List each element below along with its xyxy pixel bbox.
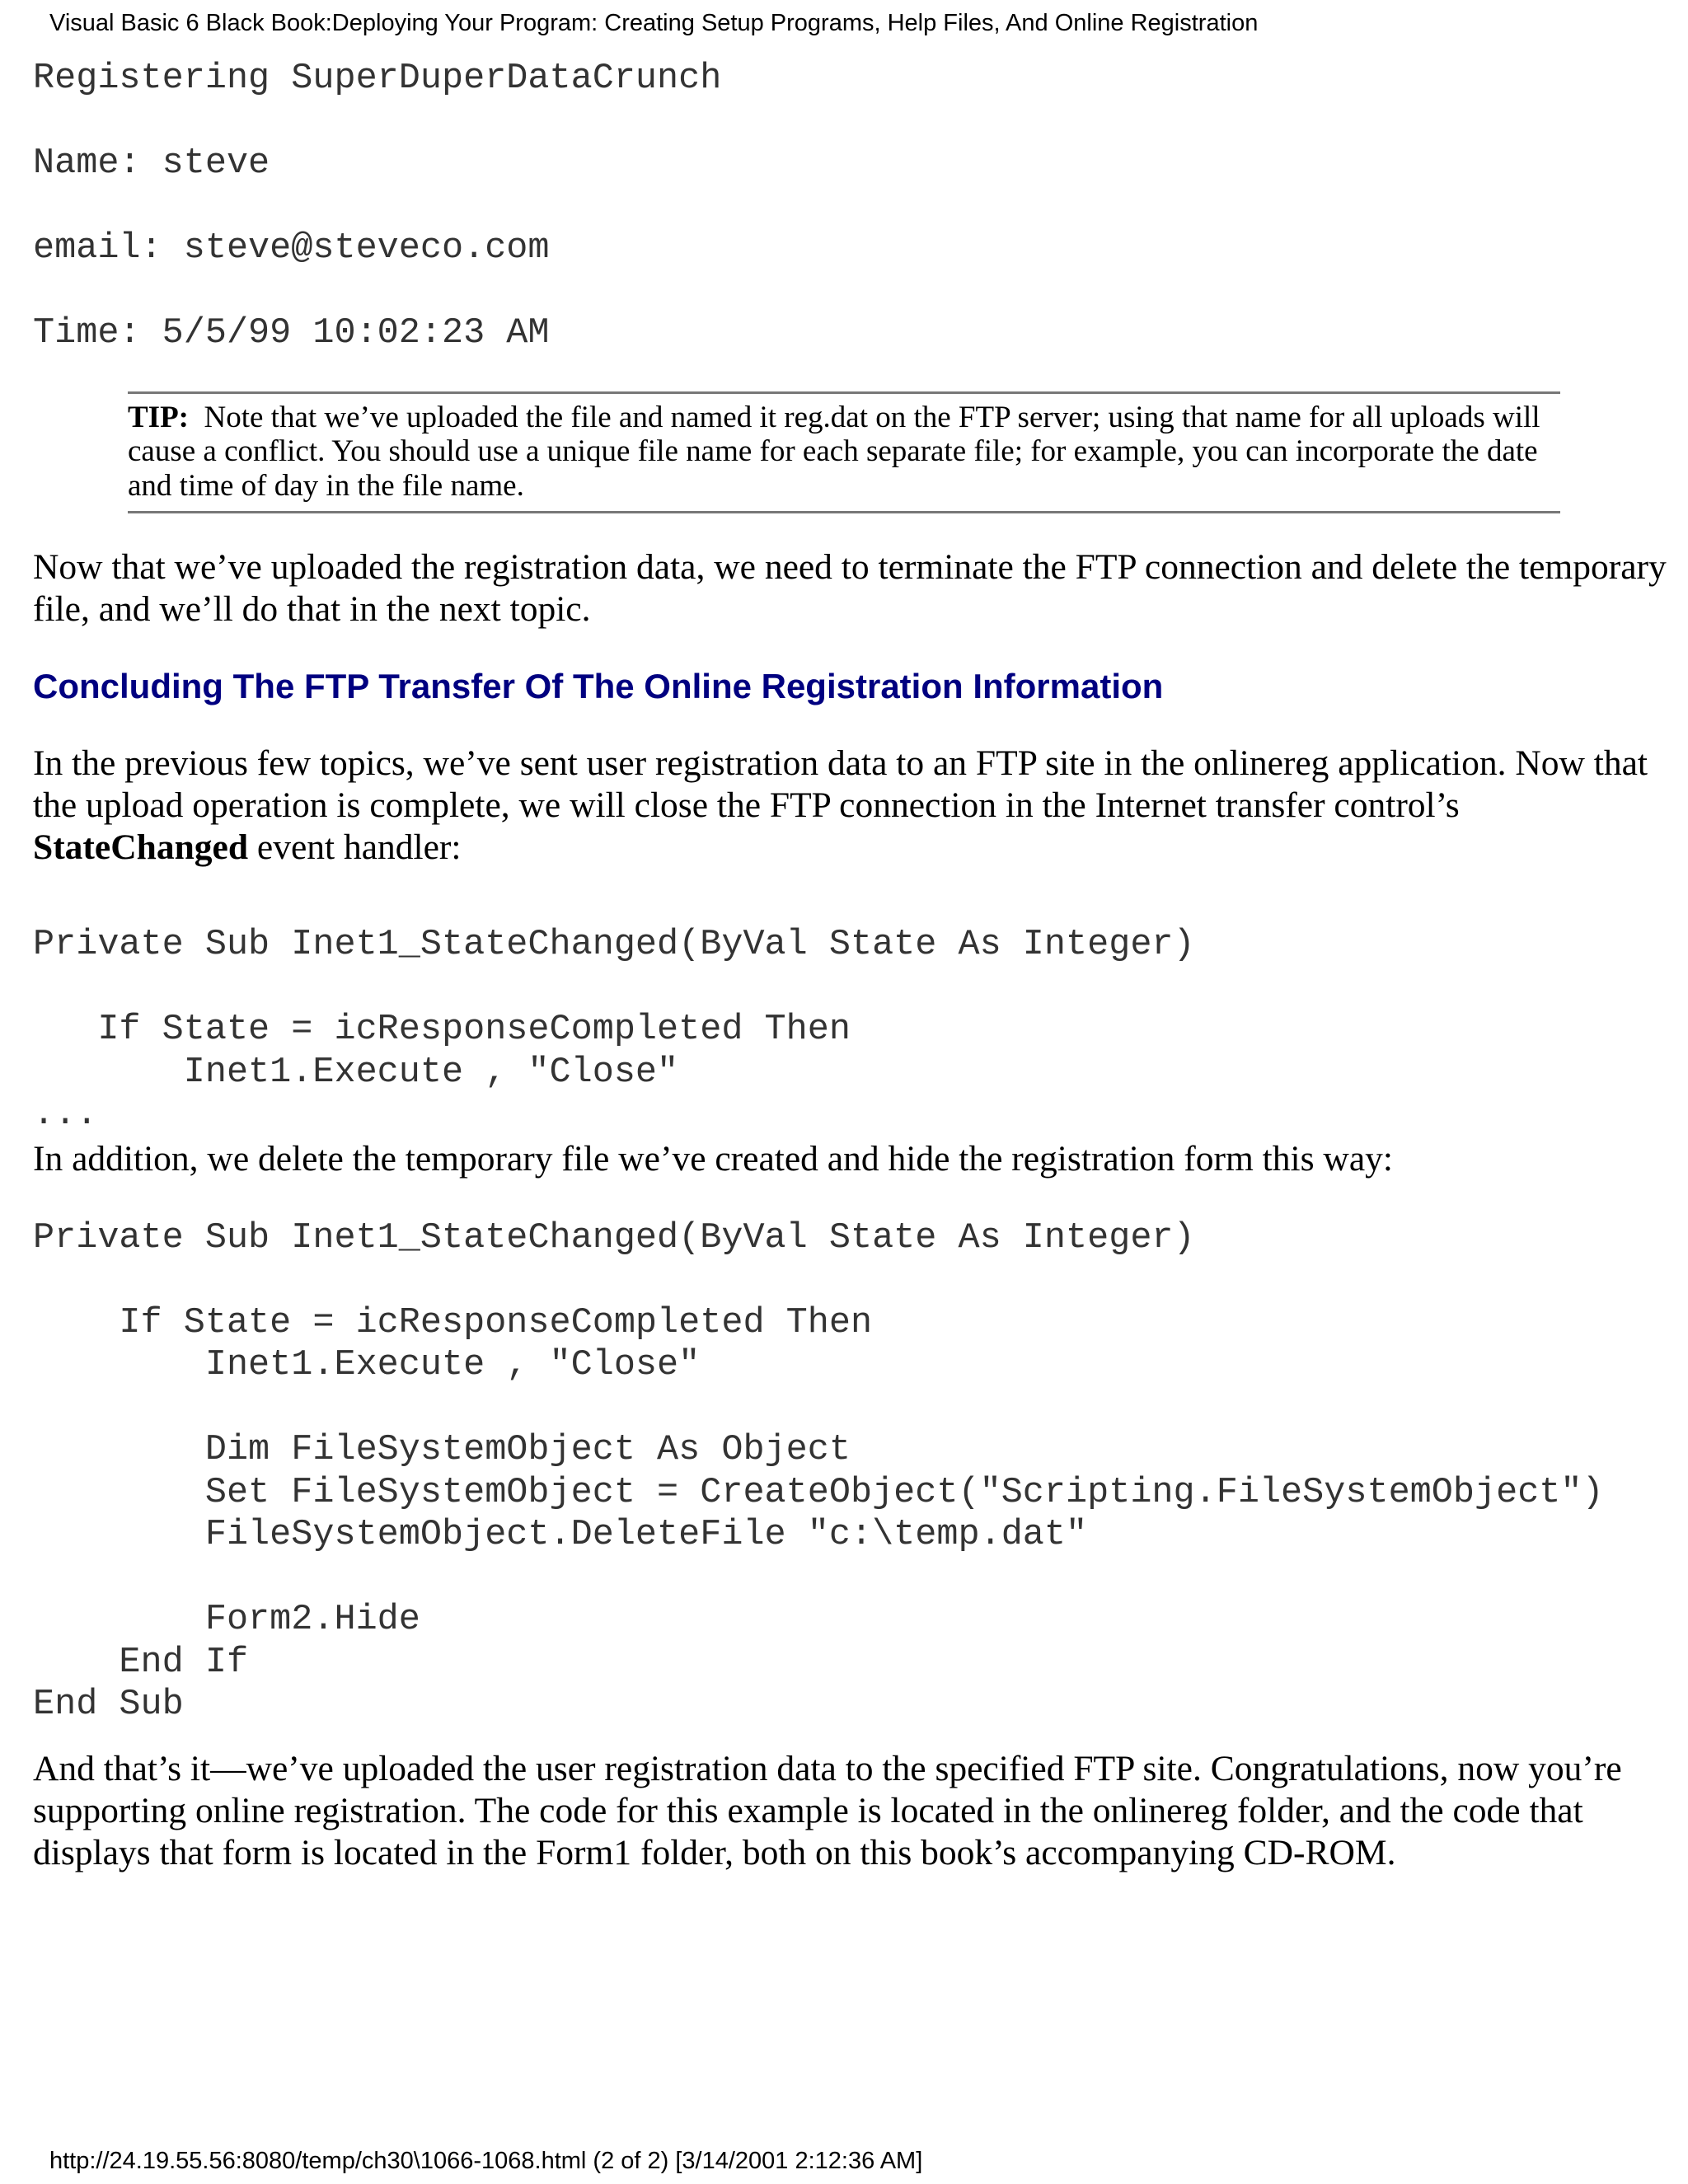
- tip-box: [128, 391, 1560, 514]
- paragraph-upload-done: Now that we’ve uploaded the registration data, we need to terminate the FTP connection and delete the temporary file, and we’ll do that in the next topic.: [33, 547, 1667, 629]
- statechanged-term: StateChanged: [33, 827, 249, 867]
- paragraph-delete-temp: In addition, we delete the temporary file we’ve created and hide the registration form this way:: [33, 1138, 1393, 1179]
- output-line: Registering SuperDuperDataCrunch: [33, 59, 722, 99]
- page-header: Visual Basic 6 Black Book:Deploying Your Program: Creating Setup Programs, Help Files, And Online Registration: [49, 10, 1259, 36]
- section-heading: Concluding The FTP Transfer Of The Online Registration Information: [33, 667, 1164, 705]
- output-line: Time: 5/5/99 10:02:23 AM: [33, 313, 550, 354]
- tip-text: Note that we’ve uploaded the file and named it reg.dat on the FTP server; using that name for all uploads will cause a conflict. You should use a unique file name for each separate file; for example, you can incorporate the date and time of day in the file name.: [128, 400, 1540, 503]
- document-content: [33, 58, 1673, 1874]
- para2-text-after: event handler:: [248, 827, 462, 867]
- registration-output: [33, 58, 1673, 355]
- code-block-close: Private Sub Inet1_StateChanged(ByVal State As Integer) If State = icResponseCompleted Then Inet1.Execute , "Close" ...: [33, 925, 1195, 1135]
- para2-text-before: In the previous few topics, we’ve sent user registration data to an FTP site in the onlinereg application. Now that the upload operation is complete, we will close the FTP connection in the Internet transfer control’s: [33, 743, 1648, 825]
- page-footer: http://24.19.55.56:8080/temp/ch30\1066-1068.html (2 of 2) [3/14/2001 2:12:36 AM]: [49, 2148, 923, 2174]
- paragraph-previous-topics: [33, 743, 1673, 869]
- code-block-full-handler: Private Sub Inet1_StateChanged(ByVal State As Integer) If State = icResponseCompleted Then Inet1.Execute , "Close" Dim FileSystemObject As Object Set FileSystemObject = CreateObject("Scripting.FileSystemObject") FileSystemObject.DeleteFile "c:\temp.dat" Form2.Hide End If End Sub: [33, 1217, 1604, 1725]
- output-line: email: steve@steveco.com: [33, 228, 550, 269]
- tip-label: TIP:: [128, 400, 189, 434]
- output-line: Name: steve: [33, 143, 270, 184]
- paragraph-conclusion: And that’s it—we’ve uploaded the user registration data to the specified FTP site. Congratulations, now you’re supporting online registration. The code for this example is located in the onlinereg folder, and the code that displays that form is located in the Form1 folder, both on this book’s accompanying CD-ROM.: [33, 1748, 1622, 1872]
